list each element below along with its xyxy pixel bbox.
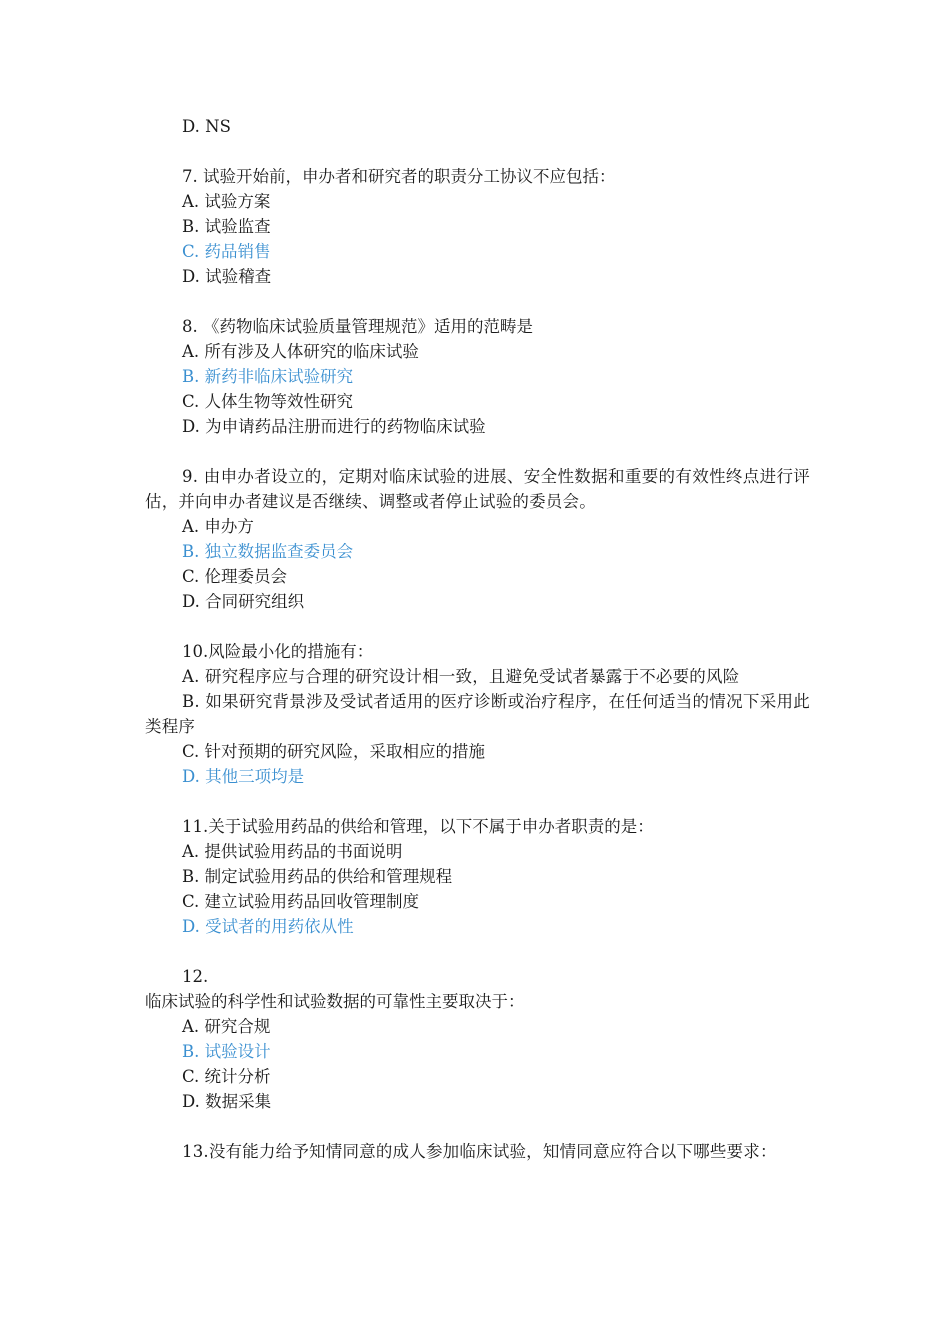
spacer xyxy=(145,139,810,164)
spacer xyxy=(145,439,810,464)
question-stem: 13.没有能力给予知情同意的成人参加临床试验，知情同意应符合以下哪些要求： xyxy=(182,1142,777,1161)
option-d-correct: D. 受试者的用药依从性 xyxy=(182,917,354,936)
option-a: A. 所有涉及人体研究的临床试验 xyxy=(182,342,419,361)
option-c: C. 伦理委员会 xyxy=(182,567,288,586)
option-a: A. 研究合规 xyxy=(182,1017,271,1036)
question-stem: 9. 由申办者设立的，定期对临床试验的进展、安全性数据和重要的有效性终点进行评估，并向申办者建议是否继续、调整或者停止试验的委员会。 xyxy=(145,467,810,511)
option-c: C. 针对预期的研究风险，采取相应的措施 xyxy=(182,742,486,761)
question-stem: 11.关于试验用药品的供给和管理，以下不属于申办者职责的是： xyxy=(182,817,654,836)
option-b: B. 试验监查 xyxy=(182,217,271,236)
option-c-correct: C. 药品销售 xyxy=(182,242,271,261)
option-d: D. 试验稽查 xyxy=(182,267,272,286)
question-7 xyxy=(145,164,810,289)
spacer xyxy=(145,789,810,814)
question-stem: 临床试验的科学性和试验数据的可靠性主要取决于： xyxy=(145,992,525,1011)
spacer xyxy=(145,1114,810,1139)
question-stem: 7. 试验开始前，申办者和研究者的职责分工协议不应包括： xyxy=(182,167,616,186)
option-c: C. 人体生物等效性研究 xyxy=(182,392,354,411)
option-b-correct: B. 新药非临床试验研究 xyxy=(182,367,354,386)
question-stem: 8. 《药物临床试验质量管理规范》适用的范畴是 xyxy=(182,317,533,336)
option-a: A. 试验方案 xyxy=(182,192,271,211)
previous-option: D. NS xyxy=(182,117,231,136)
document-content xyxy=(145,114,810,1164)
spacer xyxy=(145,614,810,639)
option-b-correct: B. 试验设计 xyxy=(182,1042,271,1061)
question-12 xyxy=(145,964,810,1114)
question-10 xyxy=(145,639,810,789)
option-c: C. 建立试验用药品回收管理制度 xyxy=(182,892,420,911)
option-b-correct: B. 独立数据监查委员会 xyxy=(182,542,354,561)
question-8 xyxy=(145,314,810,439)
option-d: D. 合同研究组织 xyxy=(182,592,305,611)
option-b: B. 如果研究背景涉及受试者适用的医疗诊断或治疗程序，在任何适当的情况下采用此类程序 xyxy=(145,692,810,736)
option-a: A. 提供试验用药品的书面说明 xyxy=(182,842,403,861)
spacer xyxy=(145,939,810,964)
option-a: A. 研究程序应与合理的研究设计相一致，且避免受试者暴露于不必要的风险 xyxy=(182,667,740,686)
option-d: D. 数据采集 xyxy=(182,1092,272,1111)
option-c: C. 统计分析 xyxy=(182,1067,271,1086)
question-13 xyxy=(145,1139,810,1164)
option-d: D. 为申请药品注册而进行的药物临床试验 xyxy=(182,417,486,436)
spacer xyxy=(145,289,810,314)
question-11 xyxy=(145,814,810,939)
option-a: A. 申办方 xyxy=(182,517,254,536)
question-9 xyxy=(145,464,810,614)
question-number: 12. xyxy=(182,967,209,986)
option-d-correct: D. 其他三项均是 xyxy=(182,767,305,786)
question-stem: 10.风险最小化的措施有： xyxy=(182,642,374,661)
option-b: B. 制定试验用药品的供给和管理规程 xyxy=(182,867,453,886)
